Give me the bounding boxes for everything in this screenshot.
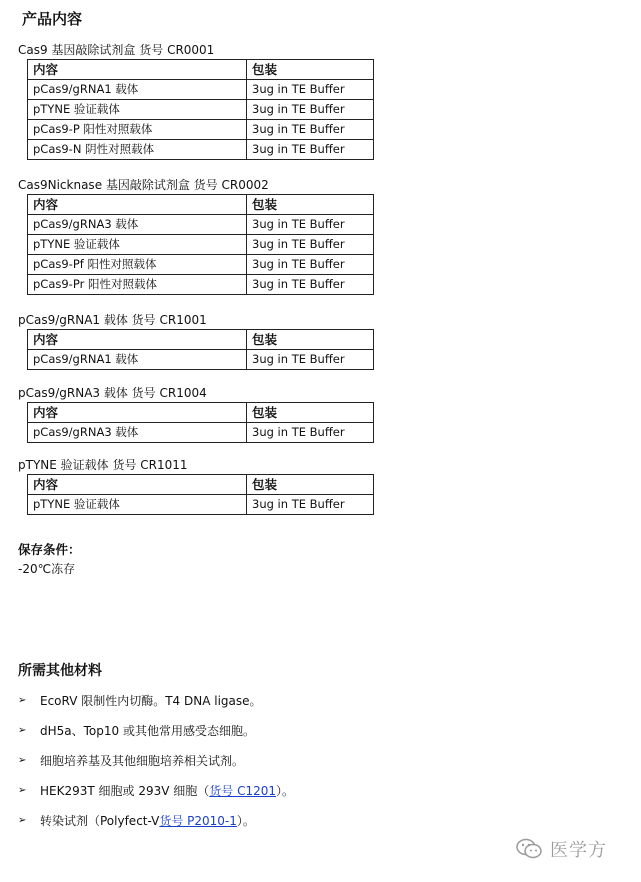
list-item-text: 细胞培养基及其他细胞培养相关试剂。 xyxy=(40,754,245,768)
table-row xyxy=(28,495,374,515)
cell-package: 3ug in TE Buffer xyxy=(247,80,374,100)
watermark xyxy=(516,836,607,862)
table-row xyxy=(28,350,374,370)
catalog-link-c1201[interactable]: 货号 C1201 xyxy=(209,784,277,798)
column-header-package: 包装 xyxy=(247,330,374,350)
list-item xyxy=(18,782,294,799)
table-row xyxy=(28,423,374,443)
table-header-row xyxy=(28,60,374,80)
cell-content: pCas9-Pf 阳性对照载体 xyxy=(28,255,247,275)
cell-content: pCas9-Pr 阳性对照载体 xyxy=(28,275,247,295)
table-row xyxy=(28,140,374,160)
catalog-link-p2010-1[interactable]: 货号 P2010-1 xyxy=(159,814,237,828)
table-header-row xyxy=(28,403,374,423)
column-header-content: 内容 xyxy=(28,475,247,495)
cell-package: 3ug in TE Buffer xyxy=(247,140,374,160)
cell-package: 3ug in TE Buffer xyxy=(247,275,374,295)
cell-content: pCas9-P 阳性对照载体 xyxy=(28,120,247,140)
product-heading-cr1004: pCas9/gRNA3 载体 货号 CR1004 xyxy=(18,386,207,400)
cell-package: 3ug in TE Buffer xyxy=(247,255,374,275)
arrow-right-icon: ➢ xyxy=(18,755,27,766)
page-title: 产品内容 xyxy=(22,10,83,28)
table-header-row xyxy=(28,195,374,215)
cell-content: pCas9/gRNA3 载体 xyxy=(28,215,247,235)
storage-title: 保存条件： xyxy=(18,542,81,557)
column-header-package: 包装 xyxy=(247,195,374,215)
list-item-text-pre: 转染试剂（Polyfect-V xyxy=(40,814,160,828)
cell-package: 3ug in TE Buffer xyxy=(247,495,374,515)
table-row xyxy=(28,275,374,295)
cell-package: 3ug in TE Buffer xyxy=(247,100,374,120)
arrow-right-icon: ➢ xyxy=(18,815,27,826)
table-row xyxy=(28,120,374,140)
cell-content: pCas9/gRNA3 载体 xyxy=(28,423,247,443)
table-row xyxy=(28,255,374,275)
arrow-right-icon: ➢ xyxy=(18,725,27,736)
list-item xyxy=(18,812,255,829)
column-header-package: 包装 xyxy=(247,475,374,495)
list-item-text-pre: HEK293T 细胞或 293V 细胞（ xyxy=(40,784,210,798)
cell-package: 3ug in TE Buffer xyxy=(247,350,374,370)
product-heading-cr0001: Cas9 基因敲除试剂盒 货号 CR0001 xyxy=(18,43,215,57)
list-item-text: EcoRV 限制性内切酶。T4 DNA ligase。 xyxy=(40,694,262,708)
cell-package: 3ug in TE Buffer xyxy=(247,215,374,235)
list-item-text: dH5a、Top10 或其他常用感受态细胞。 xyxy=(40,724,255,738)
column-header-content: 内容 xyxy=(28,195,247,215)
arrow-right-icon: ➢ xyxy=(18,785,27,796)
product-table-cr0001 xyxy=(27,59,374,160)
product-table-cr1011 xyxy=(27,474,374,515)
cell-package: 3ug in TE Buffer xyxy=(247,120,374,140)
column-header-content: 内容 xyxy=(28,403,247,423)
watermark-text: 医学方 xyxy=(550,840,607,861)
list-item-text-post: ）。 xyxy=(236,814,255,828)
list-item xyxy=(18,722,255,739)
product-heading-cr1001: pCas9/gRNA1 载体 货号 CR1001 xyxy=(18,313,207,327)
cell-content: pCas9/gRNA1 载体 xyxy=(28,350,247,370)
column-header-package: 包装 xyxy=(247,60,374,80)
product-heading-cr1011: pTYNE 验证载体 货号 CR1011 xyxy=(18,458,188,472)
list-item xyxy=(18,752,244,769)
product-table-cr1001 xyxy=(27,329,374,370)
wechat-icon xyxy=(516,838,542,860)
column-header-content: 内容 xyxy=(28,60,247,80)
product-heading-cr0002: Cas9Nicknase 基因敲除试剂盒 货号 CR0002 xyxy=(18,178,269,192)
cell-content: pTYNE 验证载体 xyxy=(28,100,247,120)
list-item xyxy=(18,692,262,709)
table-header-row xyxy=(28,475,374,495)
table-row xyxy=(28,215,374,235)
other-materials-title: 所需其他材料 xyxy=(18,663,102,679)
storage-value: -20℃冻存 xyxy=(18,562,76,576)
table-row xyxy=(28,100,374,120)
cell-content: pTYNE 验证载体 xyxy=(28,495,247,515)
table-row xyxy=(28,80,374,100)
cell-content: pCas9/gRNA1 载体 xyxy=(28,80,247,100)
cell-package: 3ug in TE Buffer xyxy=(247,423,374,443)
cell-content: pCas9-N 阴性对照载体 xyxy=(28,140,247,160)
product-table-cr0002 xyxy=(27,194,374,295)
list-item-text-post: ）。 xyxy=(276,784,295,798)
cell-content: pTYNE 验证载体 xyxy=(28,235,247,255)
table-header-row xyxy=(28,330,374,350)
arrow-right-icon: ➢ xyxy=(18,695,27,706)
column-header-package: 包装 xyxy=(247,403,374,423)
product-table-cr1004 xyxy=(27,402,374,443)
column-header-content: 内容 xyxy=(28,330,247,350)
cell-package: 3ug in TE Buffer xyxy=(247,235,374,255)
table-row xyxy=(28,235,374,255)
